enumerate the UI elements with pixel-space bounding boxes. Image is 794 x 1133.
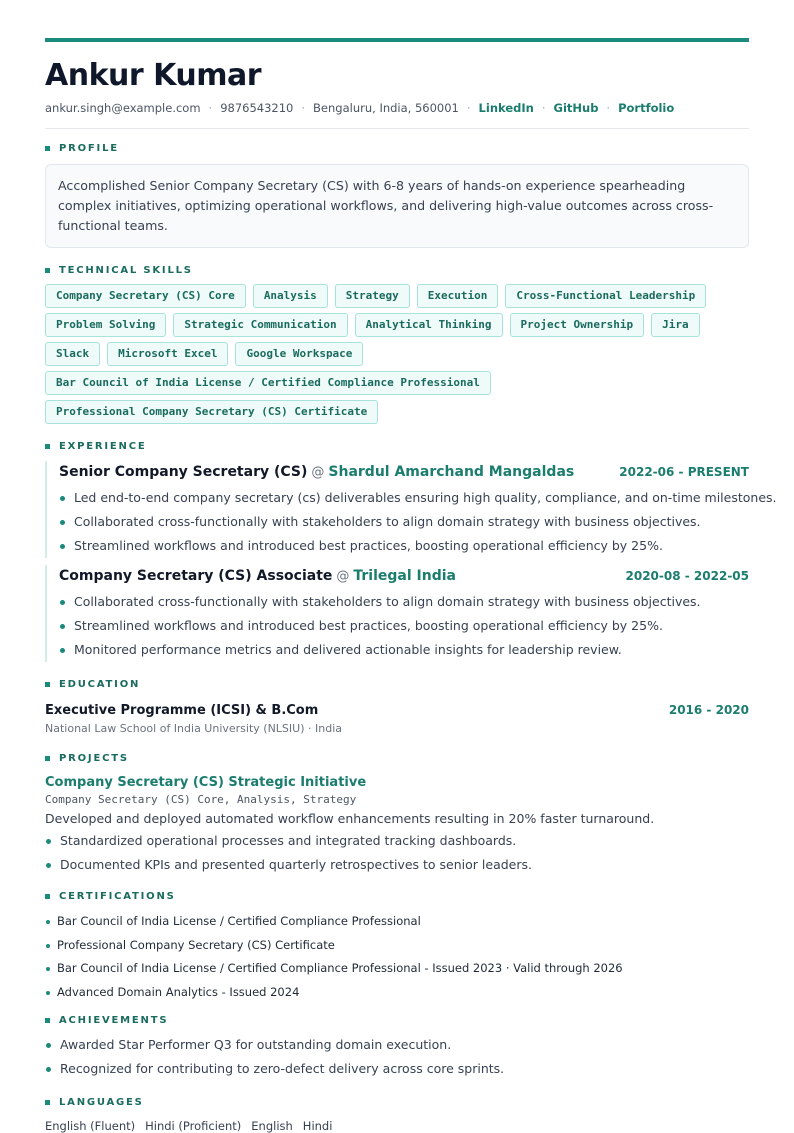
project-tech-stack: Company Secretary (CS) Core, Analysis, Strategy bbox=[45, 793, 357, 806]
header-divider bbox=[45, 128, 749, 129]
section-square-icon bbox=[45, 894, 50, 899]
list-item: Bar Council of India License / Certified Compliance Professional - Issued 2023 · Valid through 2026 bbox=[45, 957, 749, 981]
contact-separator: · bbox=[301, 101, 306, 115]
education-school: National Law School of India University (NLSIU) · India bbox=[45, 722, 342, 735]
language-item: Hindi (Proficient) bbox=[145, 1119, 242, 1133]
section-title: TECHNICAL SKILLS bbox=[59, 265, 193, 276]
education-degree: Executive Programme (ICSI) & B.Com bbox=[45, 703, 319, 718]
job-title: Senior Company Secretary (CS) bbox=[59, 464, 308, 480]
experience-list bbox=[45, 461, 777, 662]
contact-phone[interactable]: 9876543210 bbox=[220, 101, 294, 115]
list-item: Monitored performance metrics and delivered actionable insights for leadership review. bbox=[59, 638, 749, 662]
job-title: Company Secretary (CS) Associate bbox=[59, 568, 333, 584]
section-title: ACHIEVEMENTS bbox=[59, 1015, 169, 1026]
list-item: Documented KPIs and presented quarterly retrospectives to senior leaders. bbox=[45, 853, 749, 877]
section-square-icon bbox=[45, 682, 50, 687]
contact-separator: · bbox=[466, 101, 471, 115]
skill-chip: Analytical Thinking bbox=[355, 313, 503, 337]
job-bullets bbox=[59, 486, 777, 558]
project-title: Company Secretary (CS) Strategic Initiative bbox=[45, 775, 367, 790]
skill-chip: Google Workspace bbox=[235, 342, 363, 366]
section-title: CERTIFICATIONS bbox=[59, 891, 176, 902]
profile-summary: Accomplished Senior Company Secretary (CS) with 6-8 years of hands-on experience spearheading complex initiatives, optimizing operational workflows, and delivering high-value outcomes across cross-functional teams. bbox=[45, 164, 749, 248]
at-symbol: @ bbox=[311, 465, 325, 480]
linkedin-link[interactable]: LinkedIn bbox=[478, 101, 534, 115]
project-bullets bbox=[45, 829, 749, 877]
skill-chip: Analysis bbox=[253, 284, 328, 308]
languages-list bbox=[45, 1119, 749, 1133]
section-square-icon bbox=[45, 756, 50, 761]
job-header bbox=[59, 461, 749, 480]
profile-heading bbox=[45, 143, 749, 154]
skill-chip: Project Ownership bbox=[510, 313, 645, 337]
contact-row bbox=[45, 101, 749, 115]
at-symbol: @ bbox=[336, 569, 350, 584]
skill-chip: Problem Solving bbox=[45, 313, 166, 337]
list-item: Led end-to-end company secretary (cs) deliverables ensuring high quality, compliance, and on-time milestones. bbox=[59, 486, 749, 510]
project-entry bbox=[45, 775, 749, 877]
list-item: Recognized for contributing to zero-defect delivery across core sprints. bbox=[45, 1057, 749, 1081]
skill-chip: Slack bbox=[45, 342, 100, 366]
section-title: PROJECTS bbox=[59, 753, 129, 764]
job-company: Shardul Amarchand Mangaldas bbox=[328, 464, 575, 480]
contact-separator: · bbox=[208, 101, 213, 115]
skill-chip: Strategy bbox=[335, 284, 410, 308]
contact-separator: · bbox=[606, 101, 611, 115]
certifications-heading bbox=[45, 891, 749, 902]
list-item: Streamlined workflows and introduced best practices, boosting operational efficiency by 25%. bbox=[59, 614, 749, 638]
projects-heading bbox=[45, 753, 749, 764]
education-header bbox=[45, 703, 749, 718]
education-entry bbox=[45, 703, 749, 735]
skills-heading bbox=[45, 265, 749, 276]
list-item: Collaborated cross-functionally with stakeholders to align domain strategy with business objectives. bbox=[59, 510, 749, 534]
list-item: Streamlined workflows and introduced best practices, boosting operational efficiency by 25%. bbox=[59, 534, 749, 558]
job-header bbox=[59, 565, 749, 584]
section-title: EXPERIENCE bbox=[59, 441, 147, 452]
education-dates: 2016 - 2020 bbox=[668, 703, 749, 717]
skill-chip: Strategic Communication bbox=[173, 313, 347, 337]
skill-chip: Microsoft Excel bbox=[107, 342, 228, 366]
certifications-list bbox=[45, 910, 749, 1004]
github-link[interactable]: GitHub bbox=[553, 101, 599, 115]
contact-location: Bengaluru, India, 560001 bbox=[313, 101, 459, 115]
section-square-icon bbox=[45, 444, 50, 449]
job-entry bbox=[45, 461, 777, 558]
list-item: Collaborated cross-functionally with stakeholders to align domain strategy with business objectives. bbox=[59, 590, 749, 614]
top-accent-bar bbox=[45, 38, 749, 42]
job-dates: 2022-06 - PRESENT bbox=[619, 465, 749, 479]
portfolio-link[interactable]: Portfolio bbox=[618, 101, 675, 115]
section-square-icon bbox=[45, 268, 50, 273]
job-dates: 2020-08 - 2022-05 bbox=[625, 569, 749, 583]
skill-chip: Execution bbox=[417, 284, 499, 308]
achievements-list bbox=[45, 1033, 749, 1081]
section-title: EDUCATION bbox=[59, 679, 141, 690]
contact-separator: · bbox=[541, 101, 546, 115]
candidate-name: Ankur Kumar bbox=[45, 58, 261, 93]
languages-heading bbox=[45, 1097, 749, 1108]
job-company: Trilegal India bbox=[353, 568, 456, 584]
language-item: English bbox=[251, 1119, 293, 1133]
section-square-icon bbox=[45, 1100, 50, 1105]
language-item: English (Fluent) bbox=[45, 1119, 136, 1133]
job-bullets bbox=[59, 590, 749, 662]
skill-chip: Jira bbox=[651, 313, 700, 337]
list-item: Professional Company Secretary (CS) Certificate bbox=[45, 934, 749, 958]
list-item: Awarded Star Performer Q3 for outstanding domain execution. bbox=[45, 1033, 749, 1057]
skill-chip: Bar Council of India License / Certified Compliance Professional bbox=[45, 371, 491, 395]
achievements-heading bbox=[45, 1015, 749, 1026]
list-item: Bar Council of India License / Certified Compliance Professional bbox=[45, 910, 749, 934]
language-item: Hindi bbox=[302, 1119, 333, 1133]
project-description: Developed and deployed automated workflow enhancements resulting in 20% faster turnaround. bbox=[45, 811, 655, 826]
experience-heading bbox=[45, 441, 749, 452]
job-entry bbox=[45, 565, 749, 662]
list-item: Advanced Domain Analytics - Issued 2024 bbox=[45, 981, 749, 1005]
section-square-icon bbox=[45, 146, 50, 151]
contact-email[interactable]: ankur.singh@example.com bbox=[45, 101, 201, 115]
section-title: LANGUAGES bbox=[59, 1097, 144, 1108]
skill-chip: Cross-Functional Leadership bbox=[505, 284, 706, 308]
resume-page bbox=[45, 38, 777, 1133]
section-title: PROFILE bbox=[59, 143, 119, 154]
skills-chip-list bbox=[45, 284, 749, 424]
education-heading bbox=[45, 679, 749, 690]
skill-chip: Professional Company Secretary (CS) Certificate bbox=[45, 400, 378, 424]
skill-chip: Company Secretary (CS) Core bbox=[45, 284, 246, 308]
section-square-icon bbox=[45, 1018, 50, 1023]
list-item: Standardized operational processes and integrated tracking dashboards. bbox=[45, 829, 749, 853]
